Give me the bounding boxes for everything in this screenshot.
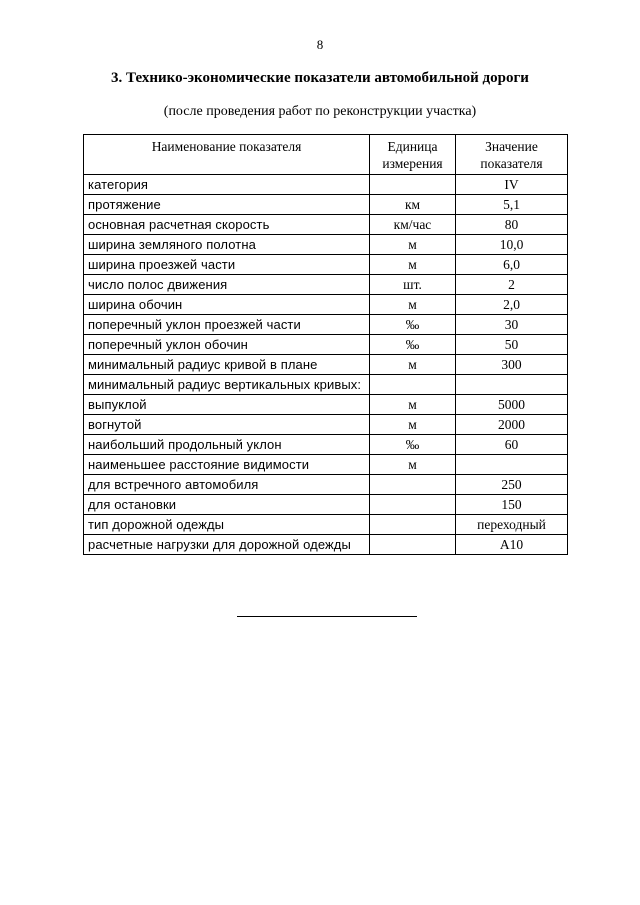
row-value: 250 (456, 475, 568, 495)
row-indicator-name: наименьшее расстояние видимости (84, 455, 370, 475)
table-row (84, 515, 568, 535)
table-row (84, 475, 568, 495)
row-indicator-name: поперечный уклон обочин (84, 335, 370, 355)
header-indicator-name: Наименование показателя (84, 135, 370, 175)
row-unit: м (370, 455, 456, 475)
row-unit: ‰ (370, 435, 456, 455)
row-unit: км/час (370, 215, 456, 235)
row-unit (370, 495, 456, 515)
row-value: А10 (456, 535, 568, 555)
row-indicator-name: тип дорожной одежды (84, 515, 370, 535)
row-value: 80 (456, 215, 568, 235)
row-value: переходный (456, 515, 568, 535)
table-row (84, 335, 568, 355)
row-indicator-name: для встречного автомобиля (84, 475, 370, 495)
row-indicator-name: выпуклой (84, 395, 370, 415)
table-row (84, 415, 568, 435)
row-indicator-name: основная расчетная скорость (84, 215, 370, 235)
row-indicator-name: ширина обочин (84, 295, 370, 315)
row-unit (370, 515, 456, 535)
table-row (84, 495, 568, 515)
table-row (84, 295, 568, 315)
row-value: 60 (456, 435, 568, 455)
row-value: 30 (456, 315, 568, 335)
row-indicator-name: наибольший продольный уклон (84, 435, 370, 455)
row-unit (370, 375, 456, 395)
table-row (84, 535, 568, 555)
row-indicator-name: число полос движения (84, 275, 370, 295)
row-unit: м (370, 255, 456, 275)
row-value: 5,1 (456, 195, 568, 215)
footer-divider (237, 616, 417, 617)
row-unit (370, 475, 456, 495)
document-subtitle: (после проведения работ по реконструкции участка) (163, 104, 477, 119)
row-value: 5000 (456, 395, 568, 415)
table-header-row (84, 135, 568, 175)
row-value: 2000 (456, 415, 568, 435)
row-unit: м (370, 415, 456, 435)
table-row (84, 175, 568, 195)
row-unit (370, 535, 456, 555)
row-value: 50 (456, 335, 568, 355)
row-value: 10,0 (456, 235, 568, 255)
row-indicator-name: для остановки (84, 495, 370, 515)
row-value (456, 375, 568, 395)
row-indicator-name: минимальный радиус кривой в плане (84, 355, 370, 375)
row-value: 6,0 (456, 255, 568, 275)
table-row (84, 315, 568, 335)
page-number: 8 (316, 37, 324, 52)
table-row (84, 275, 568, 295)
row-value: 2 (456, 275, 568, 295)
row-indicator-name: минимальный радиус вертикальных кривых: (84, 375, 370, 395)
row-value: 2,0 (456, 295, 568, 315)
row-indicator-name: расчетные нагрузки для дорожной одежды (84, 535, 370, 555)
row-unit: м (370, 295, 456, 315)
row-unit: ‰ (370, 315, 456, 335)
table-row (84, 215, 568, 235)
table-row (84, 235, 568, 255)
document-title: 3. Технико-экономические показатели автомобильной дороги (111, 70, 529, 86)
indicators-table (83, 134, 568, 555)
row-unit: м (370, 235, 456, 255)
table-row (84, 195, 568, 215)
table-row (84, 255, 568, 275)
row-indicator-name: ширина проезжей части (84, 255, 370, 275)
row-unit: км (370, 195, 456, 215)
row-unit: шт. (370, 275, 456, 295)
row-unit: м (370, 395, 456, 415)
header-value: Значение показателя (456, 135, 568, 175)
table-row (84, 355, 568, 375)
row-indicator-name: поперечный уклон проезжей части (84, 315, 370, 335)
table-body (84, 175, 568, 555)
row-indicator-name: протяжение (84, 195, 370, 215)
row-value: IV (456, 175, 568, 195)
header-unit: Единица измерения (370, 135, 456, 175)
row-unit (370, 175, 456, 195)
table-row (84, 395, 568, 415)
row-value (456, 455, 568, 475)
row-indicator-name: ширина земляного полотна (84, 235, 370, 255)
row-indicator-name: вогнутой (84, 415, 370, 435)
row-indicator-name: категория (84, 175, 370, 195)
row-value: 150 (456, 495, 568, 515)
row-unit: м (370, 355, 456, 375)
row-unit: ‰ (370, 335, 456, 355)
table-row (84, 375, 568, 395)
table-row (84, 455, 568, 475)
row-value: 300 (456, 355, 568, 375)
table-row (84, 435, 568, 455)
